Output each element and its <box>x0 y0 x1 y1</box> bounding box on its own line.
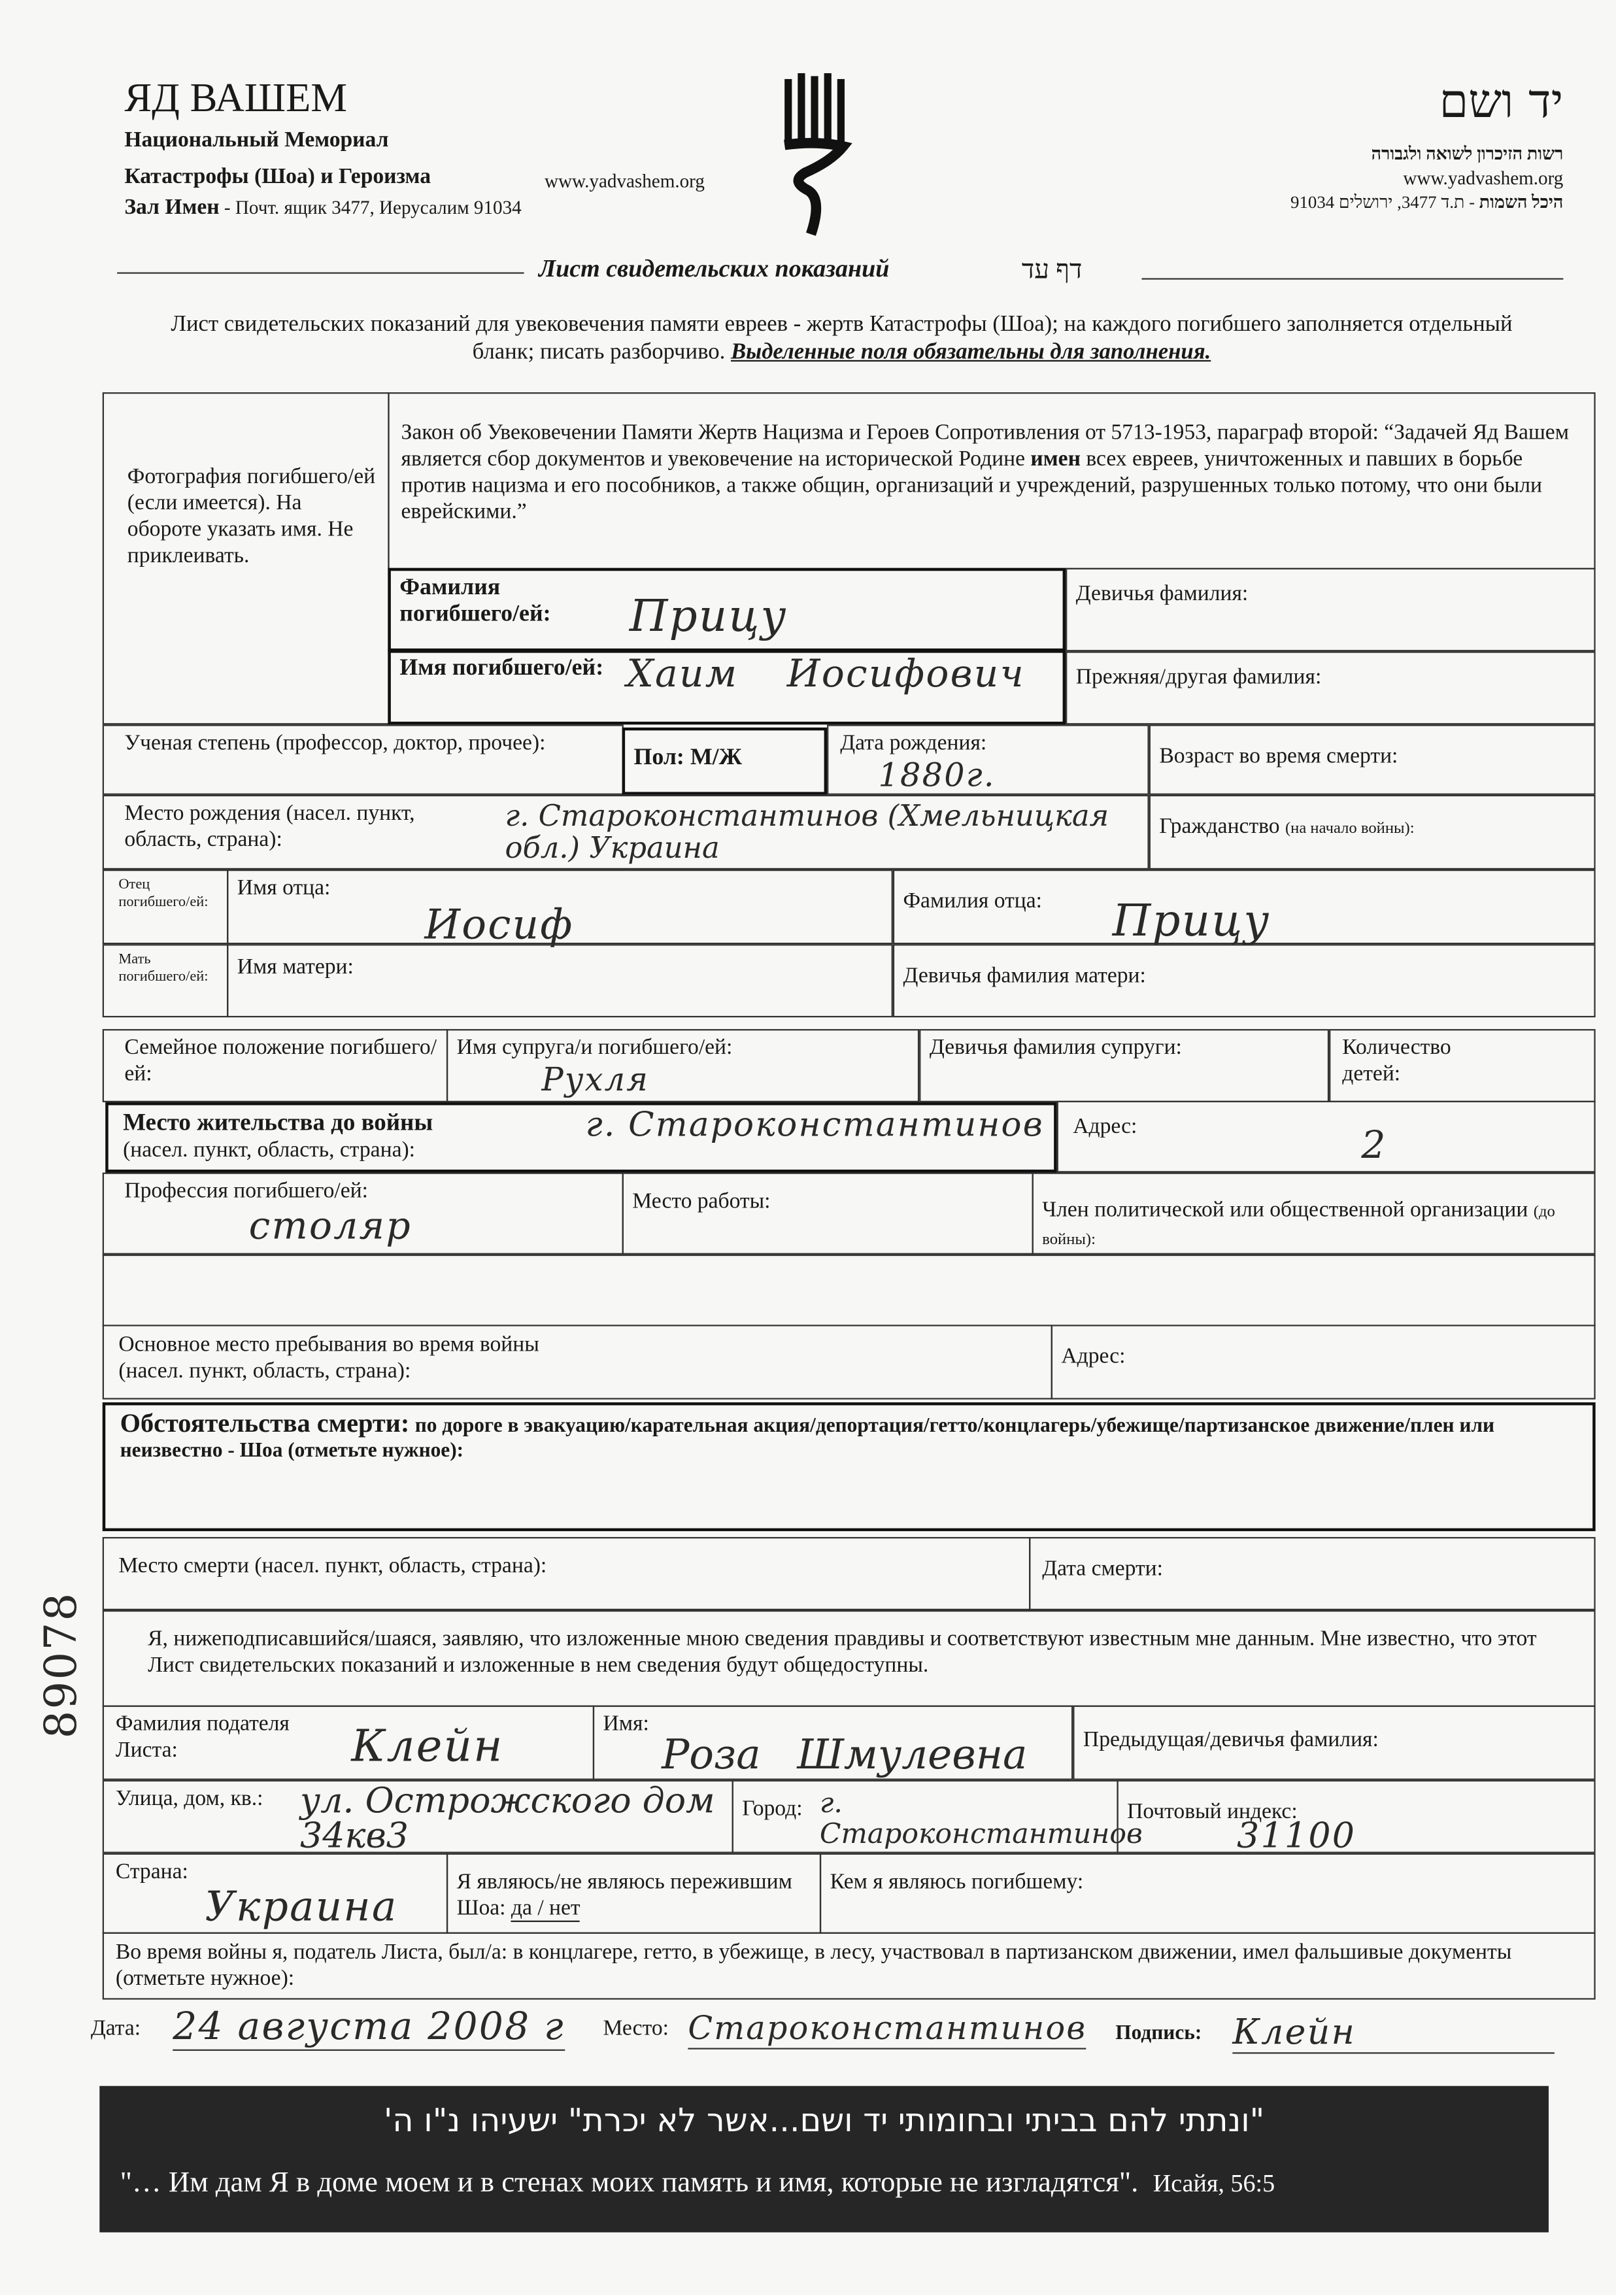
relation-field[interactable]: Кем я являюсь погибшему: <box>820 1853 1596 1934</box>
declaration-text: Я, нижеподписавшийся/шаяся, заявляю, что изложенные мною сведения правдивы и соответствуют известным мне данным. Мне известно, что этот Лист свидетельских показаний и изложенные в нем сведения будут общедоступны. <box>103 1610 1596 1707</box>
profession-field[interactable]: Профессия погибшего/ей: <box>103 1173 624 1255</box>
org-line1: Национальный Мемориал <box>124 129 389 152</box>
org-name-he: יד ושם <box>1439 73 1564 129</box>
other-name-field[interactable]: Прежняя/другая фамилия: <box>1066 651 1596 724</box>
hall-name: Зал Имен <box>124 196 220 220</box>
org-name-ru: ЯД ВАШЕМ <box>124 76 348 122</box>
death-circumstances-field[interactable]: Обстоятельства смерти: по дороге в эвакуацию/карательная акция/депортация/гетто/концлагерь/убежище/партизанское движение/плен или неизвестно - Шоа (отметьте нужное): <box>103 1402 1596 1531</box>
residence-value: г. Староконстантинов <box>585 1106 1045 1145</box>
war-status-field[interactable]: Во время войны я, податель Листа, был/а: в концлагере, гетто, в убежище, в лесу, участвовал в партизанском движении, имел фальшивые документы (отметьте нужное): <box>103 1933 1596 2000</box>
father-name-field[interactable]: Имя отца: <box>227 869 893 944</box>
website-link-he[interactable]: www.yadvashem.org <box>1403 167 1564 189</box>
law-text: Закон об Увековечении Памяти Жертв Нацизма и Героев Сопротивления от 5713-1953, параграф второй: “Задачей Яд Вашем является сбор документов и увековечение на исторической Родине имен всех евреев, уничтоженных и павших в борьбе против нацизма и его пособников, а также общин, организаций и учреждений, разрушенных только потому, что они были еврейскими.” <box>388 392 1595 569</box>
spouse-field[interactable]: Имя супруга/и погибшего/ей: <box>446 1029 919 1102</box>
father-surname-value: Прицу <box>1112 896 1271 947</box>
marital-field[interactable]: Семейное положение погибшего/ей: <box>103 1029 448 1102</box>
street-field[interactable]: Улица, дом, кв.: <box>103 1780 733 1853</box>
wartime-place-field[interactable]: Основное место пребывания во время войны (насел. пункт, область, страна): <box>103 1325 1052 1399</box>
birth-date-value: 1880г. <box>878 758 996 795</box>
divider <box>1141 278 1563 279</box>
org-he-address <box>1290 192 1563 214</box>
citizenship-field[interactable]: Гражданство (на начало войны): <box>1149 795 1596 869</box>
date-value[interactable]: 24 августа 2008 г <box>173 2006 565 2051</box>
spouse-maiden-field[interactable]: Девичья фамилия супруги: <box>919 1029 1329 1102</box>
maiden-name-field[interactable]: Девичья фамилия: <box>1066 568 1596 652</box>
city-field[interactable]: Город: <box>732 1780 1119 1853</box>
sex-field[interactable]: Пол: М/Ж <box>622 728 827 795</box>
quote-banner <box>99 2086 1549 2233</box>
quote-ref: Исайя, 56:5 <box>1153 2169 1275 2197</box>
birth-date-field[interactable]: Дата рождения: <box>827 724 1149 794</box>
prev-surname-field[interactable]: Предыдущая/девичья фамилия: <box>1073 1706 1595 1780</box>
city-value: г. Староконстантинов <box>819 1787 1143 1851</box>
survivor-options[interactable]: да / нет <box>511 1897 581 1922</box>
submitter-surname-field[interactable]: Фамилия подателя Листа: <box>103 1706 594 1780</box>
website-link[interactable]: www.yadvashem.org <box>544 169 705 192</box>
date-label: Дата: <box>90 2017 141 2041</box>
victim-surname-value: Прицу <box>629 591 788 643</box>
address-value: 2 <box>1361 1124 1387 1168</box>
street-value: ул. Острожского дом 34кв3 <box>300 1780 715 1857</box>
intro-text: Лист свидетельских показаний для увековечения памяти евреев - жертв Катастрофы (Шоа); на каждого погибшего заполняется отдельный бланк; писать разборчиво. Выделенные поля обязательны для заполнения. <box>171 311 1513 365</box>
country-field[interactable]: Страна: <box>103 1853 448 1934</box>
submitter-name-value: Роза Шмулевна <box>662 1730 1028 1779</box>
form-title-he: דף עד <box>1021 254 1083 284</box>
photo-cell: Фотография погибшего/ей (если имеется). На обороте указать имя. Не приклеивать. <box>103 392 390 724</box>
death-date-field[interactable]: Дата смерти: <box>1029 1537 1596 1610</box>
workplace-field[interactable]: Место работы: <box>622 1173 1034 1255</box>
father-name-value: Иосиф <box>424 900 574 949</box>
profession-value: столяр <box>248 1204 412 1249</box>
address-field[interactable]: Адрес: <box>1057 1101 1596 1173</box>
signature-label: Подпись: <box>1115 2023 1202 2046</box>
quote-ru-line <box>120 2167 1275 2200</box>
submitter-name-field[interactable]: Имя: <box>593 1706 1073 1780</box>
place-label: Место: <box>603 2017 669 2041</box>
mother-maiden-field[interactable]: Девичья фамилия матери: <box>893 944 1596 1017</box>
children-field[interactable]: Количество детей: <box>1329 1029 1596 1102</box>
victim-name-value: Хаим Иосифович <box>626 652 1025 697</box>
required-note: Выделенные поля обязательны для заполнения. <box>730 339 1211 365</box>
residence-field[interactable]: Место жительства до войны (насел. пункт, область, страна): <box>105 1102 1056 1172</box>
submitter-surname-value: Клейн <box>351 1721 504 1773</box>
degree-field[interactable]: Ученая степень (профессор, доктор, прочее): <box>103 724 624 794</box>
org-address <box>124 196 521 221</box>
org-he-line1: רשות הזיכרון לשואה ולגבורה <box>1371 143 1564 164</box>
archive-number: 89078 <box>36 1591 88 1739</box>
membership-field[interactable]: Член политической или общественной организации (до войны): <box>1032 1173 1596 1255</box>
victim-surname-field[interactable]: Фамилия погибшего/ей: <box>388 568 1066 653</box>
blank-row <box>103 1255 1596 1326</box>
wartime-address-field[interactable]: Адрес: <box>1051 1325 1596 1399</box>
divider <box>117 272 524 273</box>
survivor-field[interactable]: Я являюсь/не являюсь пережившим Шоа: да / нет <box>446 1853 821 1934</box>
form-title: Лист свидетельских показаний <box>538 254 890 283</box>
signature-value[interactable]: Клейн <box>1232 2012 1555 2054</box>
age-field[interactable]: Возраст во время смерти: <box>1149 724 1596 794</box>
father-surname-field[interactable]: Фамилия отца: <box>893 869 1596 944</box>
father-side-label: Отец погибшего/ей: <box>103 869 229 944</box>
victim-name-field[interactable]: Имя погибшего/ей: <box>388 649 1066 724</box>
spouse-value: Рухля <box>541 1062 650 1100</box>
death-place-field[interactable]: Место смерти (насел. пункт, область, страна): <box>103 1537 1031 1610</box>
mother-name-field[interactable]: Имя матери: <box>227 944 893 1017</box>
postal-address: - Почт. ящик 3477, Иерусалим 91034 <box>219 196 522 218</box>
yad-vashem-logo-icon <box>773 70 860 238</box>
postal-address-he: - ת.ד 3477, ירושלים 91034 <box>1290 192 1479 212</box>
zip-value: 31100 <box>1237 1815 1356 1857</box>
mother-side-label: Мать погибшего/ей: <box>103 944 229 1017</box>
birthplace-field[interactable]: Место рождения (насел. пункт, область, страна): <box>103 795 1149 869</box>
quote-ru: "… Им дам Я в доме моем и в стенах моих память и имя, которые не изгладятся". <box>120 2166 1139 2199</box>
hall-name-he: היכל השמות <box>1479 192 1564 212</box>
zip-field[interactable]: Почтовый индекс: <box>1117 1780 1595 1853</box>
place-value[interactable]: Староконстантинов <box>688 2012 1086 2050</box>
birthplace-value: г. Староконстантинов (Хмельницкая обл.) Украина <box>505 798 1109 866</box>
quote-he: "ונתתי להם בביתי ובחומותי יד ושם...אשר לא יכרת" ישעיהו נ"ו ה' <box>383 2103 1265 2140</box>
country-value: Украина <box>205 1882 398 1931</box>
org-line2: Катастрофы (Шоа) и Героизма <box>124 165 431 189</box>
